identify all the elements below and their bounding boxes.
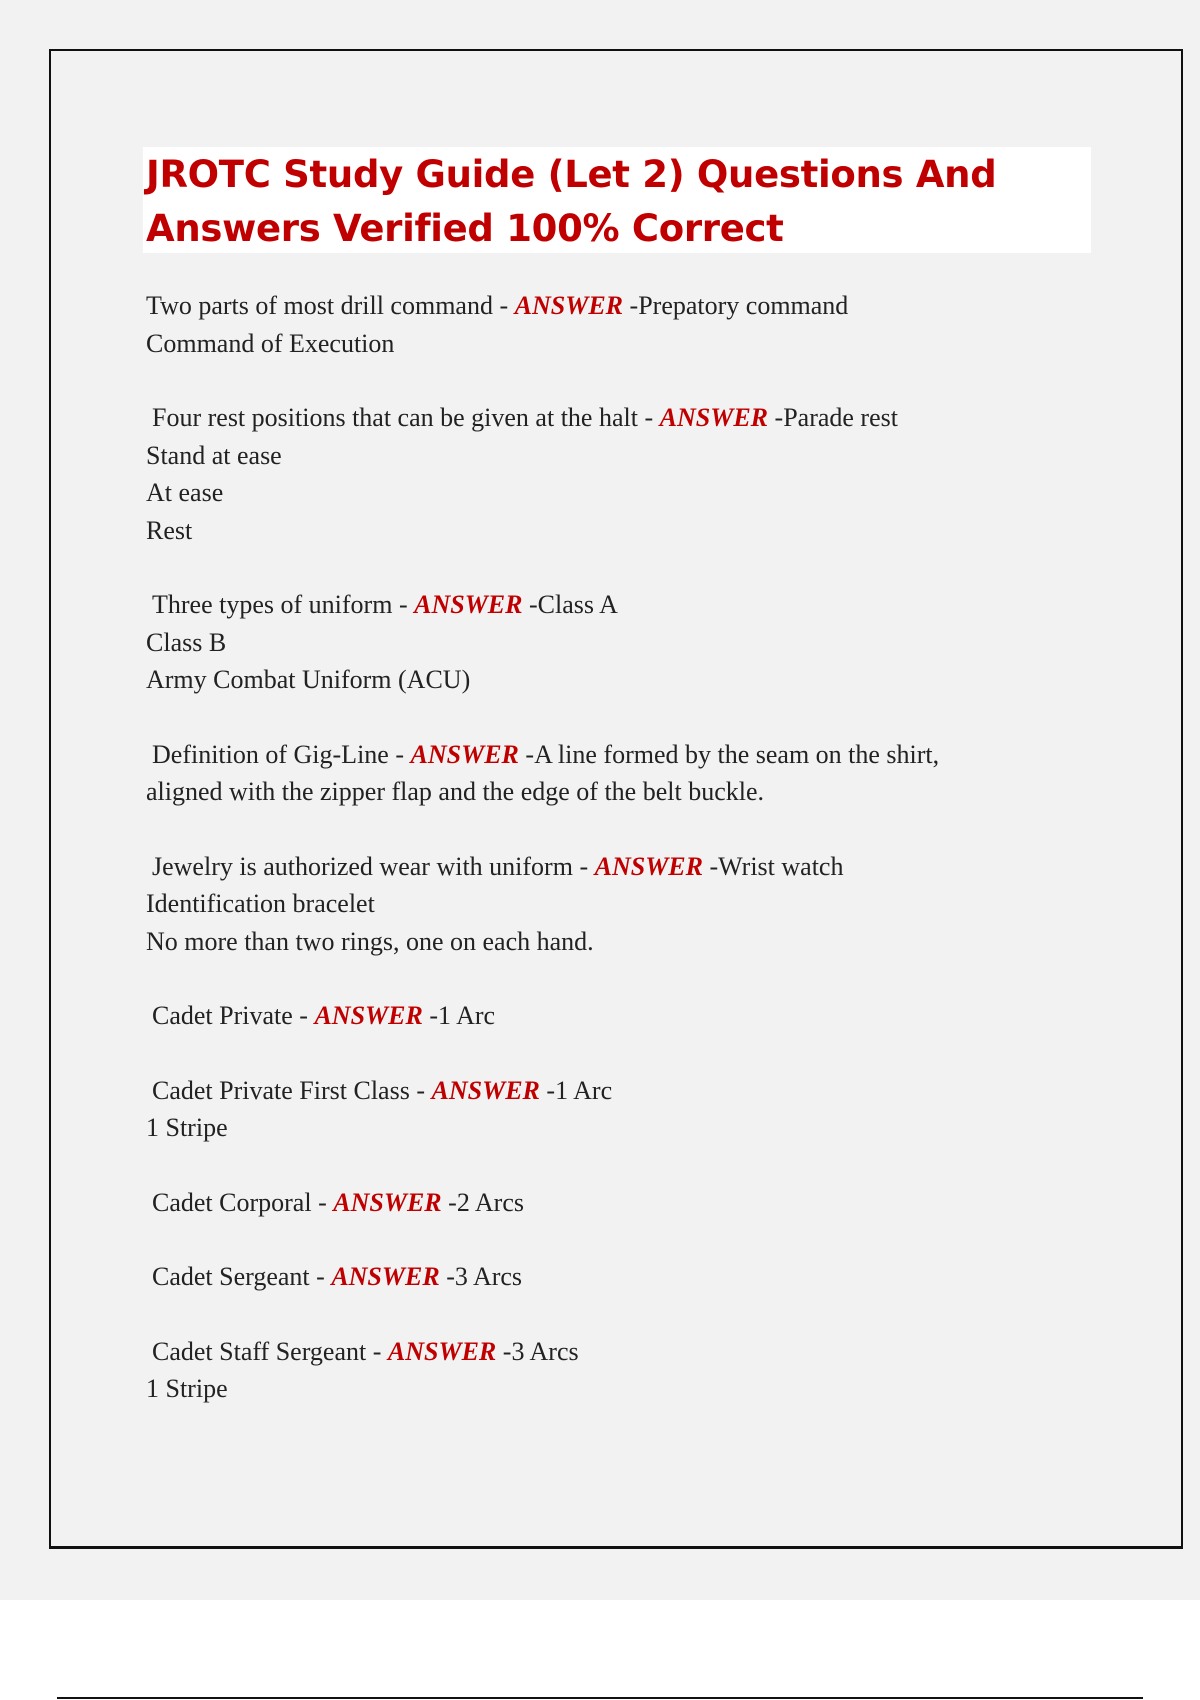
qa-first-line: Definition of Gig-Line - ANSWER -A line formed by the seam on the shirt, [152,739,940,769]
answer-continuation-line: Stand at ease [146,440,282,470]
qa-list [146,287,1046,1445]
answer-continuation-line: At ease [146,478,224,507]
answer-label: ANSWER [414,590,523,619]
qa-first-line: Three types of uniform - ANSWER -Class A [152,590,618,619]
answer-continuation-line: No more than two rings, one on each hand. [146,926,594,956]
answer-label: ANSWER [431,1075,540,1105]
answer-label: ANSWER [514,291,624,320]
qa-first-line: Cadet Staff Sergeant - ANSWER -3 Arcs [152,1336,579,1366]
answer-text: Parade rest [783,403,898,432]
answer-text: A line formed by the seam on the shirt, [534,739,940,769]
answer-continuation-line: Army Combat Uniform (ACU) [146,665,471,694]
answer-label: ANSWER [331,1262,440,1291]
answer-text: 3 Arcs [454,1262,523,1291]
qa-item [146,1184,1046,1222]
answer-label: ANSWER [314,1001,423,1030]
footer-rule [57,1697,1143,1699]
answer-label: ANSWER [659,403,769,432]
title-line-2: Answers Verified 100% Correct [146,207,784,250]
answer-text: Class A [537,590,618,619]
answer-continuation-line: 1 Stripe [146,1374,228,1403]
qa-item [146,1072,1046,1147]
question-text: Cadet Sergeant [152,1262,310,1291]
answer-text: Wrist watch [718,851,844,881]
answer-continuation-line: Command of Execution [146,328,395,358]
document-title [146,148,996,256]
answer-text: 1 Arc [555,1075,613,1105]
question-text: Four rest positions that can be given at the halt [152,403,638,432]
question-text: Jewelry is authorized wear with uniform [152,851,573,881]
qa-item [146,287,1046,362]
answer-continuation-line: Class B [146,627,227,657]
qa-first-line: Jewelry is authorized wear with uniform - ANSWER -Wrist watch [152,851,844,881]
answer-label: ANSWER [410,739,519,769]
qa-item [146,848,1046,961]
question-text: Cadet Staff Sergeant [152,1336,367,1366]
answer-continuation-line: aligned with the zipper flap and the edge of the belt buckle. [146,777,764,806]
qa-first-line: Cadet Private - ANSWER -1 Arc [152,1001,496,1030]
question-text: Cadet Private [152,1001,293,1030]
qa-item [146,399,1046,549]
answer-text: 3 Arcs [511,1336,579,1366]
qa-item [146,997,1046,1035]
qa-first-line: Cadet Corporal - ANSWER -2 Arcs [152,1187,524,1217]
qa-first-line: Two parts of most drill command - ANSWER -Prepatory command [146,291,849,320]
qa-item [146,586,1046,699]
qa-item [146,736,1046,811]
qa-item [146,1333,1046,1408]
answer-text: 1 Arc [438,1001,496,1030]
qa-first-line: Four rest positions that can be given at the halt - ANSWER -Parade rest [152,403,898,432]
answer-text: Prepatory command [638,291,849,320]
answer-label: ANSWER [594,851,703,881]
answer-continuation-line: Identification bracelet [146,889,375,918]
question-text: Definition of Gig-Line [152,739,389,769]
title-line-1: JROTC Study Guide (Let 2) Questions And [146,153,997,196]
question-text: Cadet Private First Class [152,1075,410,1105]
answer-label: ANSWER [387,1336,497,1366]
answer-label: ANSWER [333,1187,442,1217]
question-text: Cadet Corporal [152,1187,312,1217]
qa-first-line: Cadet Private First Class - ANSWER -1 Arc [152,1075,613,1105]
question-text: Three types of uniform [152,590,393,619]
answer-text: 2 Arcs [456,1187,524,1217]
answer-continuation-line: 1 Stripe [146,1113,228,1142]
qa-first-line: Cadet Sergeant - ANSWER -3 Arcs [152,1262,523,1291]
answer-continuation-line: Rest [146,515,193,545]
qa-item [146,1258,1046,1296]
question-text: Two parts of most drill command [146,291,493,320]
